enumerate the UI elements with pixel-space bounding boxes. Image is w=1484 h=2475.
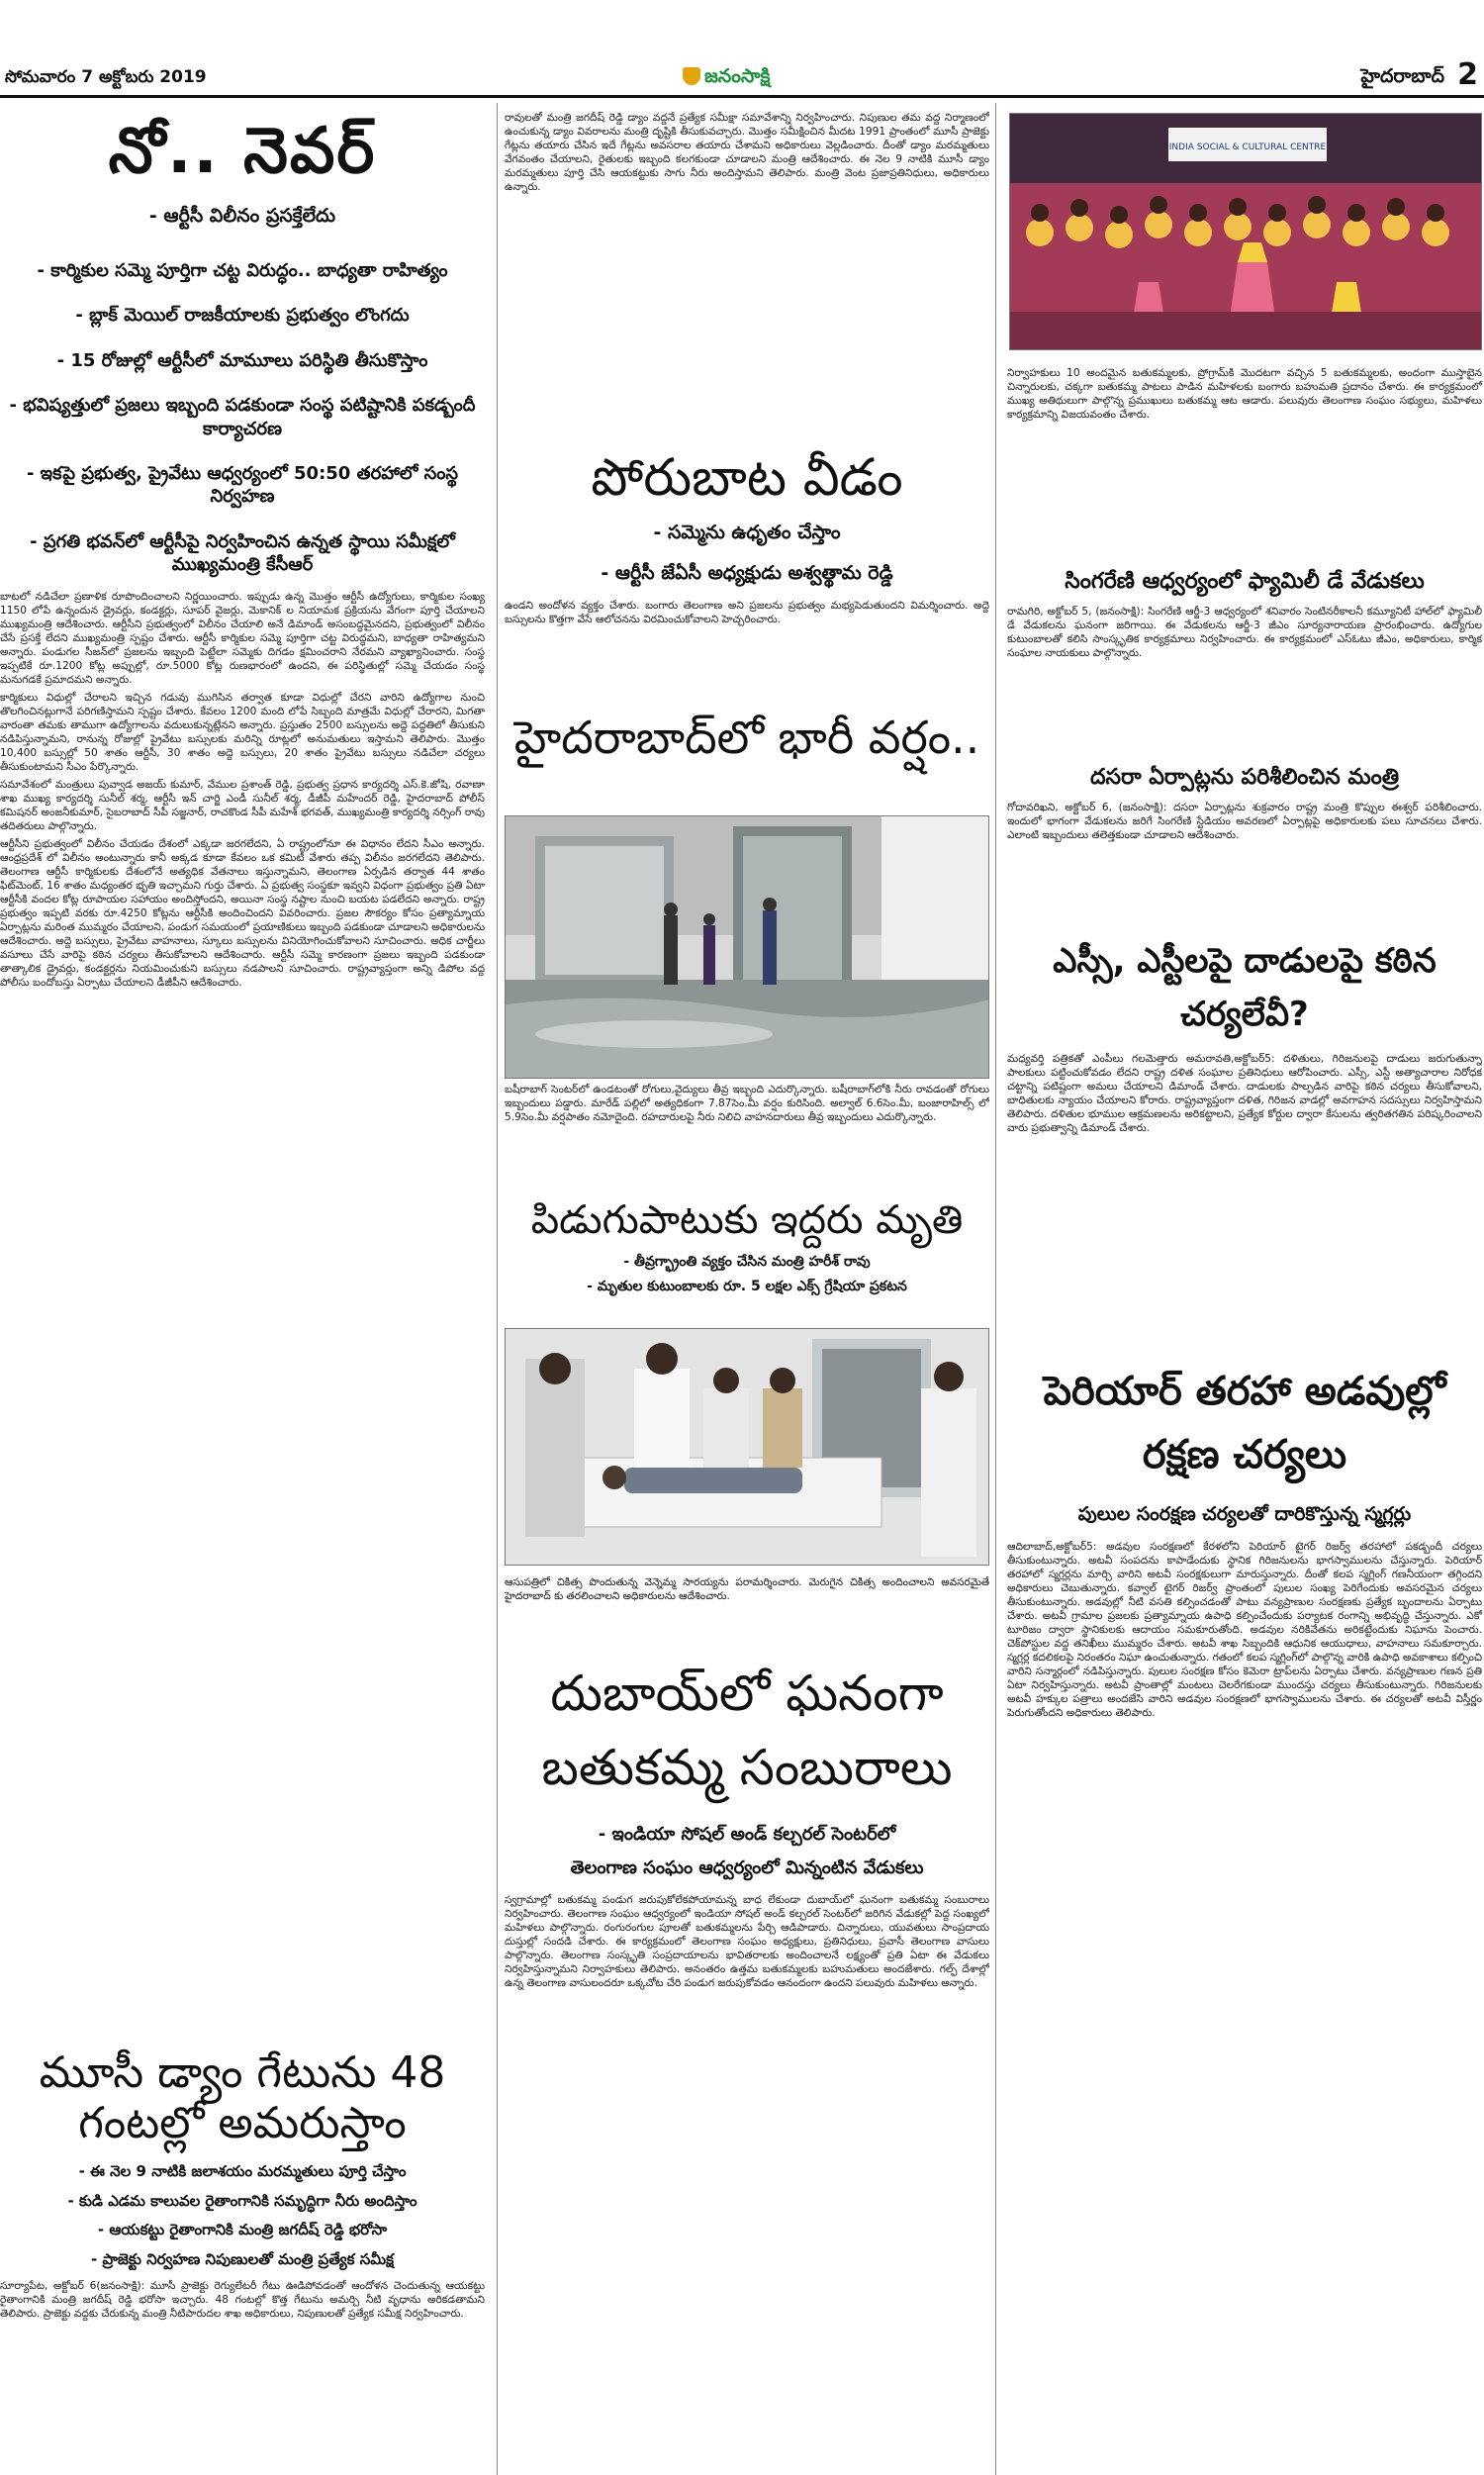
- sc-st-headline: ఎస్సీ, ఎస్టీలపై దాడులపై కఠిన చర్యలేవీ?: [1053, 941, 1437, 1035]
- rtc-story: [0, 117, 485, 599]
- dasara-headline: దసరా ఏర్పాట్లను పరిశీలించిన మంత్రి: [1089, 765, 1400, 790]
- rtc-bullets: [0, 259, 485, 577]
- periyar-body: ఆదిలాబాద్,అక్టోబర్5: అడవుల సంరక్షణలో కేరళలోని పెరియార్ టైగర్ రిజర్వ్ తరహాలో పకడ్బందీ చర్యలు తీసుకుంటున్నారు. అటవీ సంపదను కాపాడేందుకు స్థానిక గిరిజనులను భాగస్వాములను చేస్తున్నారు. పెరియార్ తరహాలో స్మగ్లర్లను మార్చి వారిని అటవీ సంరక్షకులుగా మారుస్తున్నారు. దీంతో కలప స్మగ్లింగ్ గణనీయంగా తగ్గిందని అధికారులు చెబుతున్నారు. కవ్వాల్ టైగర్ రిజర్వ్ ప్రాంతంలో పులుల సంఖ్య పెరిగేందుకు అవసరమైన చర్యలు తీసుకుంటున్నారు. అడవుల్లో నీటి వసతి కల్పించడంతో పాటు వన్యప్రాణుల సంరక్షణకు ప్రత్యేక బృందాలను ఏర్పాటు చేశారు. అటవీ గ్రామాల ప్రజలకు ప్రత్యామ్నాయ ఉపాధి కల్పించేందుకు పర్యాటక రంగాన్ని అభివృద్ధి చేస్తున్నారు. ఎకో టూరిజం ద్వారా స్థానికులకు ఆదాయం సమకూరుతోంది. అడవుల నరికివేతను అరికట్టేందుకు నిఘాను పెంచారు. చెక్‌పోస్టుల వద్ద తనిఖీలు ముమ్మరం చేశారు. అటవీ శాఖ సిబ్బందికి ఆధునిక ఆయుధాలు, వాహనాలు సమకూర్చారు. స్మగ్లర్ల కదలికలపై నిరంతరం నిఘా ఉంచుతున్నారు. గతంలో కలప స్మగ్లింగ్‌లో పాల్గొన్న వారికి ఉపాధి అవకాశాలు కల్పించి వారిని సన్మార్గంలో నడిపిస్తున్నారు. పులుల సంరక్షణ కోసం కెమెరా ట్రాప్‌లను ఏర్పాటు చేశారు. వన్యప్రాణుల గణన ప్రతి ఏటా నిర్వహిస్తున్నారు. అటవీ ప్రాంతాల్లో మంటలు చెలరేగకుండా ముందస్తు చర్యలు తీసుకుంటున్నారు. గిరిజనులకు అటవీ హక్కుల పత్రాలు అందజేసి వారిని అడవుల సంరక్షణలో భాగస్వాములను చేశారు. ఈ చర్యలతో అటవీ విస్తీర్ణం పెరుగుతోందని అధికారులు తెలిపారు.: [1007, 1540, 1482, 1719]
- lightning-caption: ఆసుపత్రిలో చికిత్స పొందుతున్న వెన్నెమ్మ సారయ్యను పరామర్శించారు. మెరుగైన చికిత్స అందించాలని అవసరమైతే హైదరాబాద్ కు తరలించాలని అధికారులను ఆదేశించారు.: [505, 1576, 989, 1602]
- rain-body: బషీరాబాగ్ సెంటర్‌లో ఉండటంతో రోగులు,వైద్యులు తీవ్ర ఇబ్బంది ఎదుర్కొన్నారు. బషీరాబాగ్‌లోకి నీరు రావడంతో రోగులు ఇబ్బందులు పడ్డారు. మారేడ్ పల్లిలో అత్యధికంగా 7.87సెం.మీ వర్షం కురిసింది. అల్వాల్ 6.6సెం.మీ, బంజారాహిల్స్ లో 5.9సెం.మీ వర్షపాతం నమోదైంది. రహదారులపై నీరు నిలిచి వాహనదారులు తీవ్ర ఇబ్బందులు ఎదుర్కొన్నారు.: [505, 1084, 989, 1123]
- sc-st-body: మధ్యవర్తి పత్రికతో ఎంపీలు గలమెత్తారు అమరావతి,అక్టోబర్5: దళితులు, గిరిజనులపై దాడులు జరుగుతున్నా పాలకులు పట్టించుకోవడం లేదని రాష్ట్ర దళిత సంఘాల ప్రతినిధులు ఆరోపించారు. ఎస్సీ, ఎస్టీ అత్యాచారాల నిరోధక చట్టాన్ని పటిష్టంగా అమలు చేయాలని డిమాండ్ చేశారు. దాడులకు పాల్పడిన వారిపై కఠిన చర్యలు తీసుకోవాలని, బాధితులకు న్యాయం చేయాలని కోరారు. రాష్ట్రవ్యాప్తంగా దళిత, గిరిజన వాడల్లో అవగాహన సదస్సులు నిర్వహిస్తామని తెలిపారు. దళితుల భూముల ఆక్రమణలను అరికట్టాలని, ప్రత్యేక కోర్టుల ద్వారా కేసులను త్వరితగతిన పరిష్కరించాలని వారు ప్రభుత్వాన్ని డిమాండ్ చేశారు.: [1007, 1052, 1482, 1134]
- rtc-bullet: - బ్లాక్ మెయిల్ రాజకీయాలకు ప్రభుత్వం లొంగదు: [75, 305, 410, 327]
- singareni-body: రామగిరి, అక్టోబర్ 5, (జనంసాక్షి): సింగరేణి ఆర్జీ-3 ఆధ్వర్యంలో శనివారం సెంటినరీకాలనీ కమ్యూనిటీ హాల్‌లో ఫ్యామిలీ డే వేడుకలను ఘనంగా జరిగాయి. ఈ వేడుకలను ఆర్జీ-3 జీఎం సూర్యనారాయణ ప్రారంభించారు. ఉద్యోగుల కుటుంబాలతో కలిసి సాంస్కృతిక కార్యక్రమాలు నిర్వహించారు. ఈ కార్యక్రమంలో ఎస్ఓటు జీఎం, అధికారులు, కార్మిక సంఘాల నాయకులు పాల్గొన్నారు.: [1007, 605, 1482, 659]
- column-middle: [505, 103, 989, 2475]
- rtc-bullet: - ఇకపై ప్రభుత్వ, ప్రైవేటు ఆధ్వర్యంలో 50:50 తరహాలో సంస్థ నిర్వహణ: [26, 462, 459, 508]
- periyar-kicker: పులుల సంరక్షణ చర్యలతో దారికొస్తున్న స్మగ్లర్లు: [1077, 1503, 1412, 1525]
- issue-date: సోమవారం 7 అక్టోబరు 2019: [5, 67, 207, 87]
- strike-headline: పోరుబాట వీడం: [591, 448, 903, 508]
- rtc-paragraph: సమావేశంలో మంత్రులు పువ్వాడ అజయ్ కుమార్, వేముల ప్రశాంత్ రెడ్డి, ప్రభుత్వ ప్రధాన కార్యదర్శి ఎస్.కె.జోషి, రవాణా శాఖ ముఖ్య కార్యదర్శి సునీల్ శర్మ, ఆర్టీసీ ఇన్ చార్జి ఎండీ సునీల్ శర్మ, డీజీపీ మహేందర్ రెడ్డి, హైదరాబాద్ పోలీస్ కమిషనర్ అంజనీకుమార్, సైబరాబాద్ సీపీ సజ్జనార్, రాచకొండ సీపీ మహేశ్ భగవత్, ముఖ్యమంత్రి కార్యదర్శి నర్సింగ్ రావు తదితరులు పాల్గొన్నారు.: [0, 779, 485, 832]
- sc-st-story: [1007, 934, 1482, 1329]
- bathukamma-kicker: - ఇండియా సోషల్ అండ్ కల్చరల్ సెంటర్‌లో: [598, 1824, 896, 1845]
- edition-city: హైదరాబాద్: [1360, 65, 1444, 87]
- periyar-headline: పెరియార్ తరహా అడవుల్లో రక్షణ చర్యలు: [1043, 1369, 1446, 1477]
- page-number: 2: [1457, 57, 1478, 92]
- rain-headline: హైదరాబాద్‌లో భారీ వర్షం..: [513, 711, 980, 764]
- column-divider: [995, 103, 996, 2475]
- dasara-body: గోదావరిఖని, అక్టోబర్ 6, (జనంసాక్షి): దసరా ఏర్పాట్లను శుక్రవారం రాష్ట్ర మంత్రి కొప్పుల ఈశ్వర్ పరిశీలించారు. ఇందులో భాగంగా వేడుకలను జరిగే సింగరేణి స్టేడియం అవరణలో ఏర్పాట్లపై అధికారులకు పలు సూచనలు చేశారు. ఎలాంటి ఇబ్బందులు తలెత్తకుండా చూడాలని ఆదేశించారు.: [1007, 801, 1482, 841]
- rtc-bullet: - 15 రోజుల్లో ఆర్టీసీలో మామూలు పరిస్థితి తీసుకొస్తాం: [56, 349, 428, 371]
- rtc-paragraph: బాటలో నడిచేలా ప్రణాళిక రూపొందించాలని నిర్ణయించారు. ఇప్పుడు ఉన్న మొత్తం ఆర్టీసీ ఉద్యోగులు, కార్మికుల సంఖ్య 1150 లోపే ఉన్నందున డ్రైవర్లు, కండక్టర్లు, సూపర్ వైజర్లు, మెకానిక్ ల నియామక ప్రక్రియను వేగంగా పూర్తి చేయాలని ముఖ్యమంత్రి ఆదేశించారు. ఆర్టీసీని ప్రభుత్వంలో విలీనం చేయాలి అనే డిమాండ్ అసంబద్ధమైనదని, ప్రభుత్వంలో విలీనం చేసే ప్రసక్తే లేదని ముఖ్యమంత్రి స్పష్టం చేశారు. ఆర్టీసీ కార్మికుల సమ్మె పూర్తిగా చట్ట విరుద్ధమని, బాధ్యతా రాహిత్యమని అన్నారు. పండుగల సీజన్‌లో ప్రజలను ఇబ్బంది పెట్టేలా సమ్మెకు దిగడం క్షమించరాని నేరమని వ్యాఖ్యానించారు. సంస్థ ఇప్పటికే రూ.1200 కోట్ల అప్పుల్లో, రూ.5000 కోట్ల రుణభారంలో ఉందని, ఈ పరిస్థితుల్లో సమ్మె చేయడం సంస్థ మనుగడకే ప్రమాదమని అన్నారు.: [0, 591, 485, 686]
- rain-story: [505, 709, 989, 768]
- bathukamma-continued-text: నిర్వాహకులు 10 అందమైన బతుకమ్మలకు, ప్రోగ్రామ్‌కి మొదటగా వచ్చిన 5 బతుకమ్మలకు, అందంగా ముస్తాబైన చిన్నారులకు, చక్కగా బతుకమ్మ పాటలు పాడిన మహిళలకు బంగారు బహుమతి ప్రదానం చేశారు. ఈ కార్యక్రమంలో ముఖ్య అతిథులుగా పాల్గొన్న ప్రముఖులు బతుకమ్మ ఆట ఆడారు. పలువురు తెలంగాణ సంఘం సభ్యులు, మహిళలు కార్యక్రమాన్ని విజయవంతం చేశారు.: [1007, 367, 1482, 421]
- paper-logo: [683, 65, 770, 92]
- lightning-kicker: - తీవ్రగ్భ్రాంతి వ్యక్తం చేసిన మంత్రి హరీశ్ రావు: [623, 1254, 871, 1270]
- lightning-headline: పిడుగుపాటుకు ఇద్దరు మృతి: [530, 1197, 964, 1243]
- lightning-kicker: - మృతుల కుటుంబాలకు రూ. 5 లక్షల ఎక్స్ గ్రేషియా ప్రకటన: [587, 1278, 907, 1294]
- strike-kicker: - ఆర్టీసీ జేఏసీ అధ్యక్షుడు అశ్వత్థామ రెడ్డి: [601, 562, 893, 585]
- bathukamma-body: స్వగ్రామాల్లో బతుకమ్మ పండుగ జరుపుకోలేకపోయామన్న బాధ లేకుండా దుబాయ్‌లో ఘనంగా బతుకమ్మ సంబురాలు నిర్వహించారు. తెలంగాణ సంఘం ఆధ్వర్యంలో ఇండియా సోషల్ అండ్ కల్చరల్ సెంటర్‌లో జరిగిన వేడుకల్లో పెద్ద సంఖ్యలో మహిళలు పాల్గొన్నారు. రంగురంగుల పూలతో బతుకమ్మలను పేర్చి ఆడిపాడారు. చిన్నారులు, యువతులు సాంప్రదాయ దుస్తుల్లో సందడి చేశారు. ఈ కార్యక్రమంలో తెలంగాణ సంఘం అధ్యక్షులు, ప్రతినిధులు, ప్రవాసీ తెలంగాణ వాసులు పాల్గొన్నారు. తెలంగాణ సంస్కృతి సంప్రదాయాలను భావితరాలకు అందించాలనే లక్ష్యంతో ప్రతి ఏటా ఈ వేడుకలు నిర్వహిస్తున్నామని నిర్వాహకులు తెలిపారు. అనంతరం ఉత్తమ బతుకమ్మలకు బహుమతులు అందజేశారు. గల్ఫ్ దేశాల్లో ఉన్న తెలంగాణ వాసులందరూ ఒక్కచోట చేరి పండుగ జరుపుకోవడం ఆనందంగా ఉందని పలువురు మహిళలు అన్నారు.: [505, 1893, 989, 1989]
- lightning-photo: [505, 1328, 989, 1566]
- hospital-visit-illustration: [506, 1329, 989, 1566]
- musi-bullet: - ఆయకట్టు రైతాంగానికి మంత్రి జగదీష్ రెడ్డి భరోసా: [97, 2221, 388, 2239]
- lightning-story: [505, 1197, 989, 1296]
- column-right: [1001, 103, 1482, 2475]
- bathukamma-story: [505, 1657, 989, 2447]
- flooded-hospital-illustration: [506, 816, 989, 1079]
- rtc-headline: నో.. నెవర్: [108, 115, 377, 188]
- strike-kicker: - సమ్మెను ఉధృతం చేస్తాం: [653, 521, 841, 543]
- rtc-kicker: - ఆర్టీసీ విలీనం ప్రసక్తేలేదు: [148, 205, 336, 228]
- column-left: [0, 103, 485, 2475]
- bathukamma-photo: [1009, 113, 1482, 350]
- strike-story: [505, 449, 989, 626]
- musi-bullet: - ప్రాజెక్టు నిర్వహణ నిపుణులతో మంత్రి ప్రత్యేక సమీక్ష: [91, 2249, 394, 2268]
- musi-bullet: - కుడి ఎడమ కాలువల రైతాంగానికి సమృద్ధిగా నీరు అందిస్తాం: [67, 2191, 417, 2210]
- rtc-paragraph: ఆర్టీసీని ప్రభుత్వంలో విలీనం చేయడం దేశంలో ఎక్కడా జరగలేదని, ఏ రాష్ట్రంలోనూ ఈ విధానం లేదని సీఎం అన్నారు. ఆంధ్రప్రదేశ్ లో విలీనం అంటున్నారు కానీ అక్కడ కూడా కేవలం ఒక కమిటీ వేశారు తప్ప విలీనం జరగలేదని తెలిపారు. తెలంగాణ ఆర్టీసీ కార్మికులకు దేశంలోనే అత్యధిక వేతనాలు ఇస్తున్నామని, తెలంగాణ ఏర్పడిన తర్వాత 44 శాతం ఫిట్‌మెంట్, 16 శాతం మధ్యంతర భృతి ఇచ్చామని గుర్తు చేశారు. ఏ ప్రభుత్వ సంస్థకూ ఇవ్వని విధంగా ప్రభుత్వం ప్రతి ఏటా ఆర్టీసీకి వందల కోట్ల రూపాయల సహాయం అందిస్తోందని, అయినా సంస్థ నష్టాల నుంచి బయట పడలేదని అన్నారు. రాష్ట్ర ప్రభుత్వం ఇప్పటి వరకు రూ.4250 కోట్లను ఆర్టీసీకి అందించిందని వివరించారు. ప్రజల సౌకర్యం కోసం ప్రత్యామ్నాయ ఏర్పాట్లను మరింత ముమ్మరం చేయాలని, పండుగ సమయంలో ప్రయాణికులు ఇబ్బంది పడకుండా చూడాలని అధికారులను ఆదేశించారు. అద్దె బస్సులు, ప్రైవేటు వాహనాలు, స్కూలు బస్సులను వినియోగించుకోవాలని సూచించారు. అధిక చార్జీలు వసూలు చేసే వారిపై కఠిన చర్యలు తీసుకోవాలని ఆదేశించారు. ఆర్టీసీ సమ్మె కారణంగా ప్రజలు ఇబ్బంది పడకుండా తాత్కాలిక డ్రైవర్లు, కండక్టర్లను నియమించుకుని బస్సులు నడపాలని సూచించారు. రాష్ట్రవ్యాప్తంగా అన్ని డిపోల వద్ద పోలీసు బందోబస్తు ఏర్పాటు చేయాలని డీజీపీని ఆదేశించారు.: [0, 838, 485, 989]
- column-divider: [497, 103, 498, 2475]
- venue-banner-text: INDIA SOCIAL & CULTURAL CENTRE: [1168, 143, 1327, 152]
- rtc-body: [0, 590, 485, 2153]
- musi-bullets: [0, 2162, 485, 2269]
- musi-continued-text: రావులతో మంత్రి జగదీష్ రెడ్డి డ్యాం వద్దనే ప్రత్యేక సమీక్షా సమావేశాన్ని నిర్వహించారు. నిపుణుల తమ వద్ద నిర్మాణంలో ఉంచుకున్న డ్యాం వివరాలను మంత్రి దృష్టికి తీసుకువచ్చారు. మొత్తం సమీక్షించిన మీదట 1991 ప్రాంతంలో మూసీ ప్రాజెక్టు గేట్లను తయారు చేసిన ఇదే గేట్లను అవసరాల తయారు చేశామని అధికారులు వెల్లడించారు. దీంతో డ్యాం మరమ్మతులు వేగవంతం చేయాలని, రైతులకు ఇబ్బంది కలగకుండా చూడాలని మంత్రి ఆదేశించారు. ఈ నెల 9 నాటికి మూసీ డ్యాం మరమ్మతులు పూర్తి చేసి ఆయకట్టుకు సాగు నీరు అందిస్తామని తెలిపారు. మంత్రి వెంట ప్రజాప్రతినిధులు, అధికారులు ఉన్నారు.: [505, 112, 989, 193]
- masthead: [0, 0, 1484, 92]
- musi-body: సూర్యాపేట, అక్టోబర్ 6(జనంసాక్షి): మూసీ ప్రాజెక్టు రెగ్యులేటరీ గేటు ఊడిపోవడంతో ఆందోళన చెందుతున్న ఆయకట్టు రైతాంగానికి మంత్రి జగదీష్ రెడ్డి భరోసా ఇచ్చారు. 48 గంటల్లో కొత్త గేటును అమర్చి నీటి వృధాను అరికడతామని తెలిపారు. ప్రాజెక్టు వద్దకు చేరుకున్న మంత్రి నీటిపారుదల శాఖ అధికారులు, నిపుణులతో ప్రత్యేక సమీక్ష నిర్వహించారు.: [0, 2280, 485, 2321]
- rtc-bullet: - ప్రగతి భవన్‌లో ఆర్టీసీపై నిర్వహించిన ఉన్నత స్థాయి సమీక్షలో ముఖ్యమంత్రి కేసీఆర్: [30, 530, 455, 576]
- rtc-paragraph: కార్మికులు విధుల్లో చేరాలని ఇచ్చిన గడువు ముగిసిన తర్వాత కూడా విధుల్లో చేరని వారిని ఉద్యోగాల నుంచి తొలగించినట్లుగానే పరిగణిస్తామని స్పష్టం చేశారు. కేవలం 1200 మంది లోపే సిబ్బంది మాత్రమే విధుల్లో చేరారని, మిగతా వారంతా తమకు తాముగా ఉద్యోగాలను వదులుకున్నట్లేనని అన్నారు. ప్రస్తుతం 2500 బస్సులను అద్దె పద్ధతిలో తీసుకుని నడిపిస్తున్నామని, రానున్న రోజుల్లో ప్రైవేటు బస్సులకు మరిన్ని రూట్లలో అనుమతులు ఇస్తామని తెలిపారు. మొత్తం 10,400 బస్సుల్లో 50 శాతం ఆర్టీసీ, 30 శాతం అద్దె బస్సులు, 20 శాతం ప్రైవేటు బస్సులు నడిచేలా చర్యలు తీసుకుంటామని సీఎం పేర్కొన్నారు.: [0, 692, 485, 773]
- singareni-story: [1007, 568, 1482, 660]
- logo-mark-icon: [683, 67, 700, 85]
- bathukamma-kicker: తెలంగాణ సంఘం ఆధ్వర్యంలో మిన్నంటిన వేడుకలు: [570, 1857, 924, 1879]
- musi-bullet: - ఈ నెల 9 నాటికి జలాశయం మరమ్మతులు పూర్తి చేస్తాం: [78, 2162, 407, 2181]
- dasara-story: [1007, 764, 1482, 842]
- strike-body: ఉండని అందోళన వ్యక్తం చేశారు. బంగారు తెలంగాణ అని ప్రజలను ప్రభుత్వం మభ్యపెడుతుందని విమర్శించారు. అద్దె బస్సులను కొత్తగా వేసే ఆలోచనను విరమించుకోవాలని హెచ్చరించారు.: [505, 600, 989, 626]
- singareni-headline: సింగరేణి ఆధ్వర్యంలో ఫ్యామిలీ డే వేడుకలు: [1065, 569, 1425, 594]
- musi-story: [0, 2048, 485, 2321]
- bathukamma-group-illustration: [1010, 114, 1482, 350]
- rtc-bullet: - కార్మికుల సమ్మె పూర్తిగా చట్ట విరుద్ధం.. బాధ్యతా రాహిత్యం: [37, 260, 448, 282]
- masthead-rule: [0, 95, 1484, 98]
- paper-name: జనంసాక్షి: [704, 65, 771, 87]
- periyar-story: [1007, 1360, 1482, 2401]
- rtc-bullet: - భవిష్యత్తులో ప్రజలు ఇబ్బంది పడకుండా సంస్థ పటిష్టానికి పకడ్బందీ కార్యాచరణ: [9, 395, 476, 439]
- rain-photo: [505, 815, 989, 1079]
- musi-headline: మూసీ డ్యాం గేటును 48 గంటల్లో అమరుస్తాం: [39, 2047, 446, 2148]
- bathukamma-headline: దుబాయ్‌లో ఘనంగా బతుకమ్మ సంబురాలు: [541, 1665, 953, 1796]
